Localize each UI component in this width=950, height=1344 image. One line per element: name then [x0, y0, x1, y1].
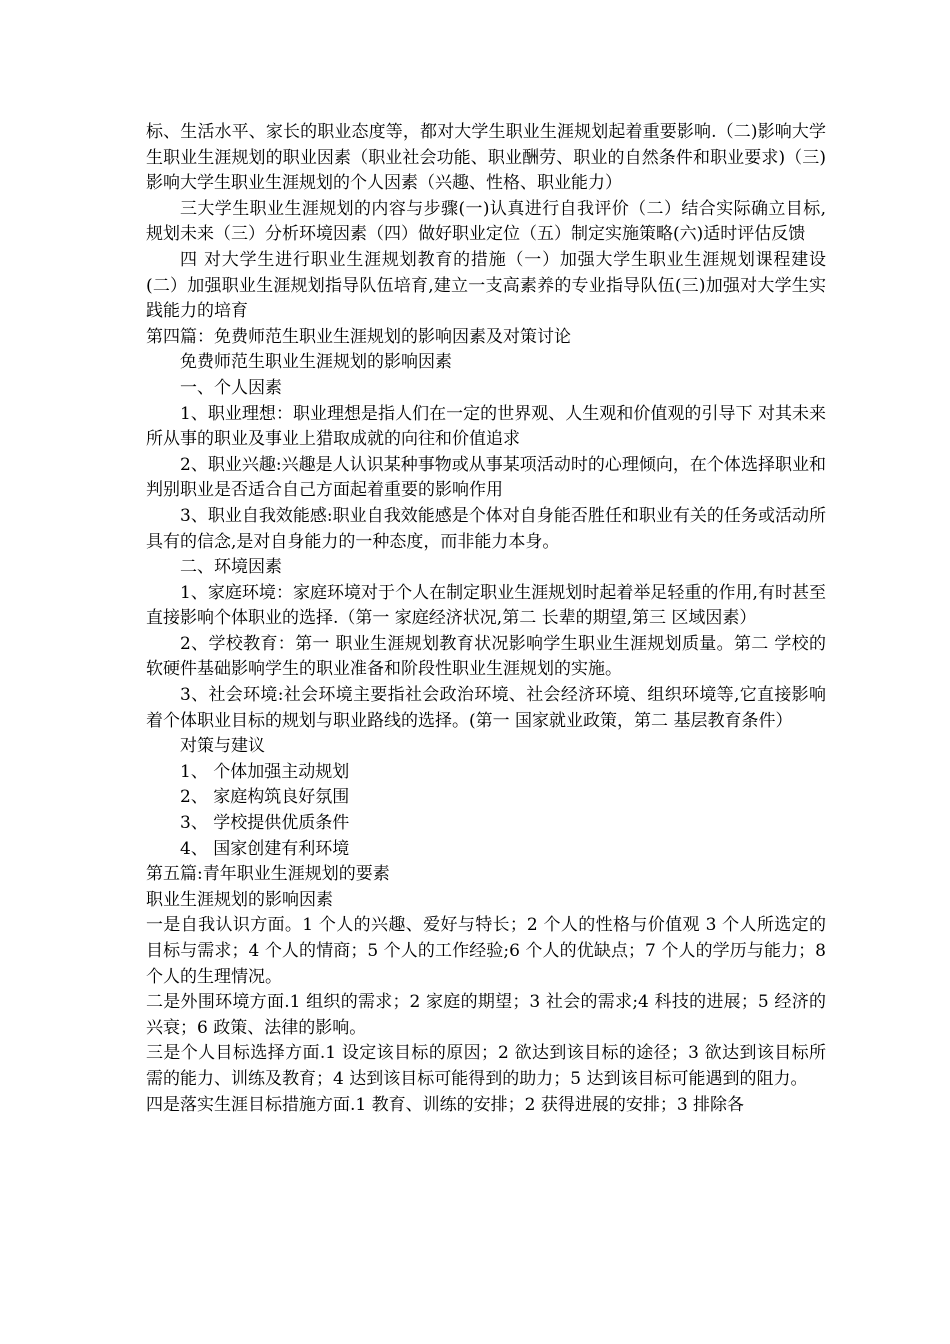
paragraph-self-awareness: 一是自我认识方面。1 个人的兴趣、爱好与特长；2 个人的性格与价值观 3 个人所选定的目标与需求；4 个人的情商；5 个人的工作经验;6 个人的优缺点；7 个人的学历与能力；8 个人的生理情况。: [146, 915, 826, 987]
subheading-environment: 二、环境因素: [180, 557, 282, 578]
paragraph-1: 标、生活水平、家长的职业态度等，都对大学生职业生涯规划起着重要影响.（二)影响大学生职业生涯规划的职业因素（职业社会功能、职业酬劳、职业的自然条件和职业要求)（三)影响大学生职业生涯规划的个人因素（兴趣、性格、职业能力）: [146, 122, 826, 194]
paragraph-career-ideal: 1、职业理想：职业理想是指人们在一定的世界观、人生观和价值观的引导下 对其未来所从事的职业及事业上猎取成就的向往和价值追求: [146, 403, 826, 450]
paragraph-3: 四 对大学生进行职业生涯规划教育的措施（一）加强大学生职业生涯规划课程建设(二）加强职业生涯规划指导队伍培育,建立一支高素养的专业指导队伍(三)加强对大学生实践能力的培育: [146, 249, 826, 322]
paragraph-school: 2、学校教育：第一 职业生涯规划教育状况影响学生职业生涯规划质量。第二 学校的软硬件基础影响学生的职业准备和阶段性职业生涯规划的实施。: [146, 633, 826, 680]
paragraph-self-efficacy: 3、职业自我效能感:职业自我效能感是个体对自身能否胜任和职业有关的任务或活动所具有的信念,是对自身能力的一种态度，而非能力本身。: [146, 505, 826, 552]
subheading-personal: 一、个人因素: [180, 377, 282, 398]
paragraph-goal-selection: 三是个人目标选择方面.1 设定该目标的原因；2 欲达到该目标的途径；3 欲达到该目标所需的能力、训练及教育；4 达到该目标可能得到的助力；5 达到该目标可能遇到的阻力。: [146, 1043, 826, 1089]
section-heading-4: 第四篇：免费师范生职业生涯规划的影响因素及对策讨论: [146, 326, 571, 347]
paragraph-external: 二是外围环境方面.1 组织的需求；2 家庭的期望；3 社会的需求;4 科技的进展；5 经济的兴衰；6 政策、法律的影响。: [146, 992, 826, 1038]
list-item-2: 2、 家庭构筑良好氛围: [180, 787, 350, 808]
list-item-3: 3、 学校提供优质条件: [180, 813, 350, 834]
subheading-influence: 职业生涯规划的影响因素: [146, 889, 333, 910]
document-page: [146, 120, 826, 1118]
list-item-1: 1、 个体加强主动规划: [180, 761, 350, 782]
paragraph-implementation: 四是落实生涯目标措施方面.1 教育、训练的安排；2 获得进展的安排；3 排除各: [146, 1094, 745, 1115]
subheading-factors: 免费师范生职业生涯规划的影响因素: [180, 352, 452, 373]
paragraph-2: 三大学生职业生涯规划的内容与步骤(一)认真进行自我评价（二）结合实际确立目标,规划未来（三）分析环境因素（四）做好职业定位（五）制定实施策略(六)适时评估反馈: [146, 198, 826, 245]
subheading-suggestions: 对策与建议: [180, 736, 265, 757]
section-heading-5: 第五篇:青年职业生涯规划的要素: [146, 864, 390, 885]
paragraph-society: 3、社会环境:社会环境主要指社会政治环境、社会经济环境、组织环境等,它直接影响着个体职业目标的规划与职业路线的选择。(第一 国家就业政策，第二 基层教育条件）: [146, 685, 826, 731]
paragraph-career-interest: 2、职业兴趣:兴趣是人认识某种事物或从事某项活动时的心理倾向，在个体选择职业和判别职业是否适合自己方面起着重要的影响作用: [146, 454, 826, 501]
paragraph-family: 1、家庭环境：家庭环境对于个人在制定职业生涯规划时起着举足轻重的作用,有时甚至直接影响个体职业的选择.（第一 家庭经济状况,第二 长辈的期望,第三 区域因素）: [146, 582, 826, 629]
list-item-4: 4、 国家创建有利环境: [180, 838, 350, 859]
